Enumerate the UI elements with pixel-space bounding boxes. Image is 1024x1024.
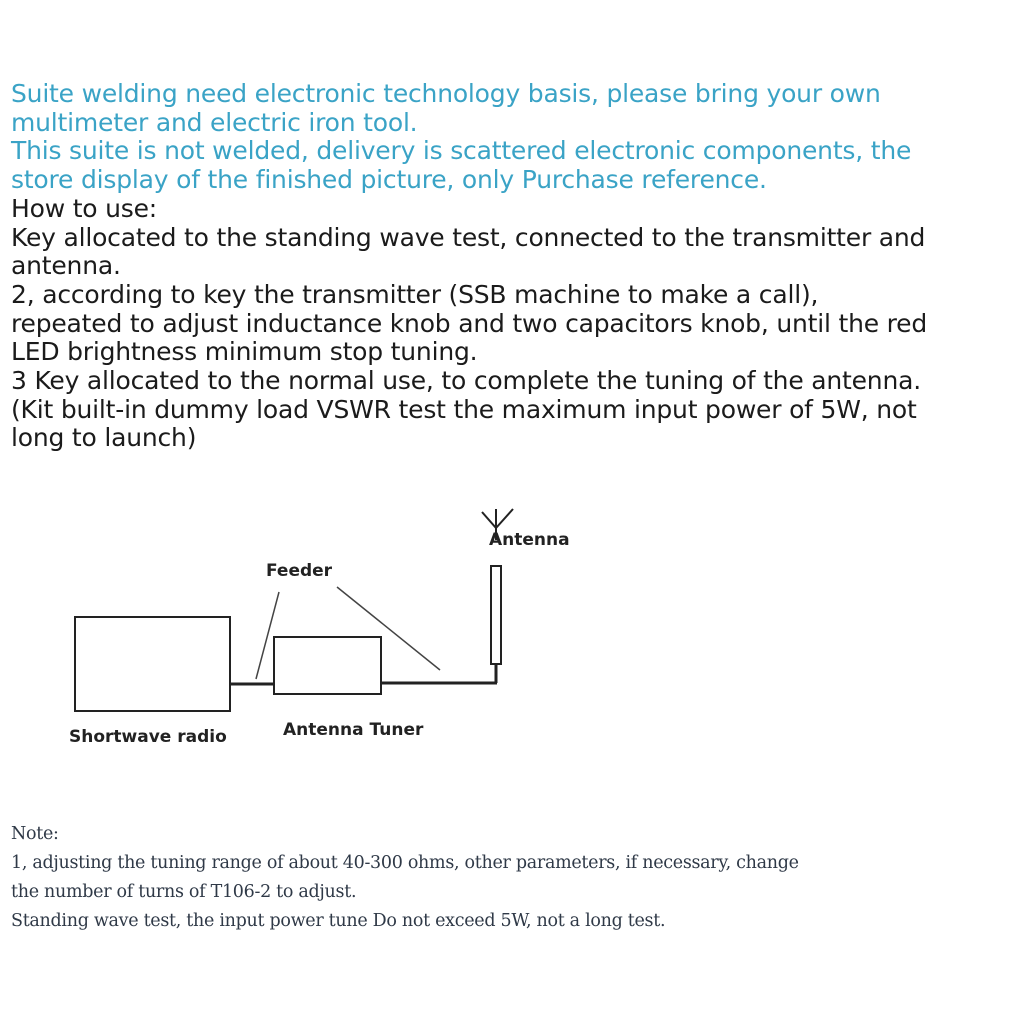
shortwave-radio-label: Shortwave radio: [69, 727, 227, 747]
intro-line: store display of the finished picture, only Purchase reference.: [11, 165, 767, 195]
step-line: LED brightness minimum stop tuning.: [11, 337, 478, 367]
note-line: 1, adjusting the tuning range of about 40-300 ohms, other parameters, if necessary, change: [11, 853, 799, 873]
step-line: antenna.: [11, 251, 121, 281]
feeder-label: Feeder: [266, 561, 333, 581]
intro-line: multimeter and electric iron tool.: [11, 107, 418, 137]
step-line: (Kit built-in dummy load VSWR test the maximum input power of 5W, not: [11, 394, 917, 424]
note-line: the number of turns of T106-2 to adjust.: [11, 882, 357, 902]
how-to-use-heading: How to use:: [11, 193, 158, 223]
note-heading: Note:: [11, 824, 59, 844]
note-line: Standing wave test, the input power tune Do not exceed 5W, not a long test.: [11, 911, 666, 931]
step-line: 2, according to key the transmitter (SSB machine to make a call),: [11, 279, 819, 309]
intro-line: This suite is not welded, delivery is scattered electronic components, the: [11, 136, 912, 166]
antenna-tuner-label: Antenna Tuner: [283, 720, 424, 740]
step-line: long to launch): [11, 423, 197, 453]
step-line: 3 Key allocated to the normal use, to complete the tuning of the antenna.: [11, 366, 921, 396]
note-block: [11, 820, 799, 936]
antenna-label: Antenna: [489, 530, 570, 550]
antenna-mast: [491, 566, 501, 664]
step-line: Key allocated to the standing wave test, connected to the transmitter and: [11, 222, 926, 252]
shortwave-radio-box: [75, 617, 230, 711]
intro-line: Suite welding need electronic technology basis, please bring your own: [11, 79, 881, 108]
antenna-tuner-box: [274, 637, 381, 694]
step-line: repeated to adjust inductance knob and two capacitors knob, until the red: [11, 308, 928, 338]
